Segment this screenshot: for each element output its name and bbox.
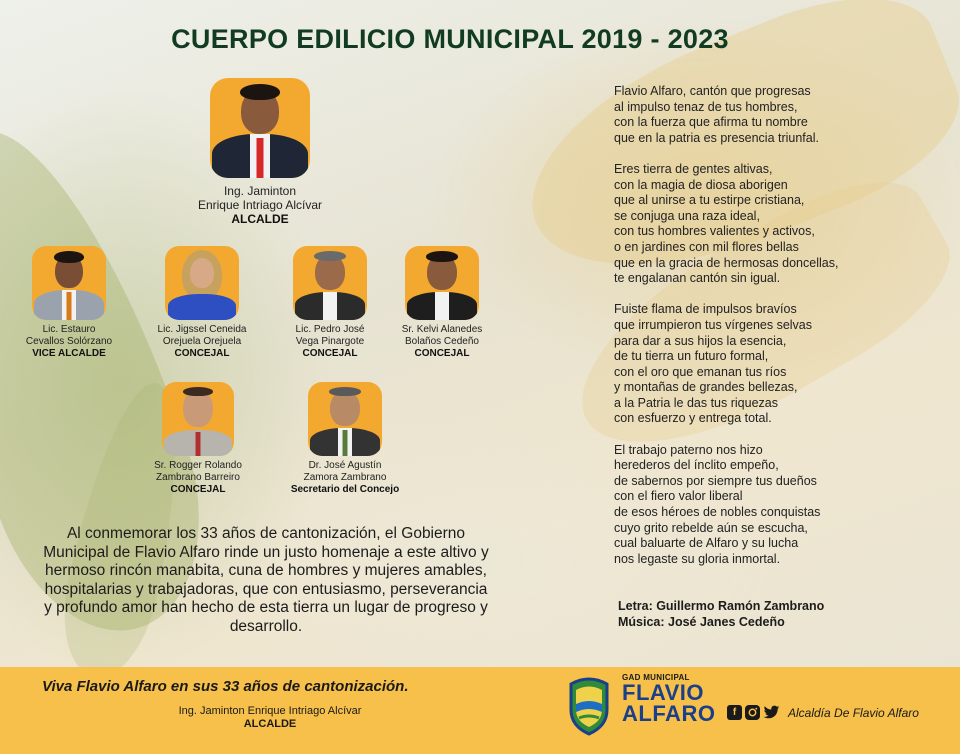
member-role: ALCALDE bbox=[231, 212, 289, 226]
credit-music: Música: José Janes Cedeño bbox=[618, 615, 785, 629]
hymn-stanza bbox=[614, 84, 944, 146]
hymn-stanza bbox=[614, 302, 944, 427]
person-silhouette-icon bbox=[308, 382, 382, 456]
member-photo bbox=[210, 78, 310, 178]
footer-slogan: Viva Flavio Alfaro en sus 33 años de cantonización. bbox=[42, 678, 409, 695]
member-photo bbox=[405, 246, 479, 320]
hymn-line: con el oro que emanan tus ríos bbox=[614, 364, 787, 379]
hymn-line: que irrumpieron tus vírgenes selvas bbox=[614, 317, 813, 332]
instagram-icon[interactable] bbox=[745, 705, 760, 720]
member-photo bbox=[32, 246, 106, 320]
gad-label: GAD MUNICIPAL bbox=[622, 673, 690, 682]
member-name-line1: Lic. Estauro bbox=[42, 324, 96, 335]
member-photo bbox=[165, 246, 239, 320]
signature-name: Ing. Jaminton Enrique Intriago Alcívar bbox=[178, 705, 362, 717]
tribute-paragraph: Al conmemorar los 33 años de cantonización, el Gobierno Municipal de Flavio Alfaro rinde un justo homenaje a este altivo y hermoso rincón manabita, cuna de hombres y mujeres amables, hospitalarias y trabajadoras, que con entusiasmo, perseverancia y profundo amor han hecho de esta tierra un lugar de progreso y desarrollo. bbox=[43, 525, 489, 635]
person-silhouette-icon bbox=[165, 246, 239, 320]
member-card-concejal bbox=[136, 382, 260, 496]
hymn-line: Eres tierra de gentes altivas, bbox=[614, 161, 773, 176]
member-card-concejal bbox=[380, 246, 504, 360]
member-photo bbox=[308, 382, 382, 456]
member-name-line2: Enrique Intriago Alcívar bbox=[197, 198, 323, 212]
member-role: CONCEJAL bbox=[170, 484, 226, 495]
municipal-shield-icon bbox=[565, 674, 613, 736]
social-links bbox=[727, 705, 919, 720]
hymn-line: herederos del ínclito empeño, bbox=[614, 458, 779, 473]
hymn-line: y montañas de grandes bellezas, bbox=[614, 380, 798, 395]
member-name-line2: Bolaños Cedeño bbox=[405, 336, 479, 347]
hymn-line: cual baluarte de Alfaro y su lucha bbox=[614, 536, 799, 551]
hymn-line: Flavio Alfaro, cantón que progresas bbox=[614, 84, 811, 98]
facebook-icon[interactable]: f bbox=[727, 705, 742, 720]
hymn-line: al impulso tenaz de tus hombres, bbox=[614, 99, 798, 114]
signature-role: ALCALDE bbox=[243, 718, 297, 730]
hymn-line: con la magia de diosa aborigen bbox=[614, 177, 788, 192]
hymn-line: cuyo grito rebelde aún se escucha, bbox=[614, 520, 808, 535]
hymn-line: de esos héroes de nobles conquistas bbox=[614, 505, 821, 520]
member-name-line1: Lic. Jigssel Ceneida bbox=[157, 324, 247, 335]
member-role: CONCEJAL bbox=[174, 348, 230, 359]
member-name-line1: Lic. Pedro José bbox=[295, 324, 365, 335]
hymn-line: Fuiste flama de impulsos bravíos bbox=[614, 302, 797, 317]
member-role: Secretario del Concejo bbox=[290, 484, 400, 495]
person-silhouette-icon bbox=[210, 78, 310, 178]
member-name-line1: Sr. Kelvi Alanedes bbox=[401, 324, 483, 335]
person-silhouette-icon bbox=[162, 382, 234, 456]
member-name-line1: Ing. Jaminton bbox=[223, 184, 297, 198]
hymn-line: con esfuerzo y entrega total. bbox=[614, 411, 772, 426]
footer-signature bbox=[60, 705, 480, 731]
person-silhouette-icon bbox=[32, 246, 106, 320]
member-name-line1: Sr. Rogger Rolando bbox=[154, 460, 242, 471]
twitter-icon[interactable] bbox=[763, 705, 780, 720]
hymn-credits bbox=[618, 598, 824, 630]
member-name-line2: Orejuela Orejuela bbox=[162, 336, 242, 347]
hymn-line: que al unirse a tu estirpe cristiana, bbox=[614, 193, 805, 208]
member-card-vice-alcalde bbox=[10, 246, 128, 360]
member-role: VICE ALCALDE bbox=[32, 348, 106, 359]
hymn-line: El trabajo paterno nos hizo bbox=[614, 442, 763, 457]
hymn-line: que en la gracia de hermosas doncellas, bbox=[614, 255, 839, 270]
hymn-lyrics bbox=[614, 84, 944, 583]
hymn-line: o en jardines con mil flores bellas bbox=[614, 239, 799, 254]
member-role: CONCEJAL bbox=[414, 348, 470, 359]
gad-name-line1: FLAVIO bbox=[622, 680, 705, 705]
hymn-line: se conjuga una raza ideal, bbox=[614, 208, 760, 223]
credit-lyrics: Letra: Guillermo Ramón Zambrano bbox=[618, 599, 825, 613]
hymn-line: de tu tierra un futuro formal, bbox=[614, 349, 769, 364]
gad-name-line2: ALFARO bbox=[622, 701, 716, 726]
member-photo bbox=[293, 246, 367, 320]
hymn-line: con el fiero valor liberal bbox=[614, 489, 743, 504]
hymn-line: te engalanan cantón sin igual. bbox=[614, 271, 781, 286]
gad-logo-text bbox=[622, 673, 715, 724]
hymn-line: de sabernos por siempre tus dueños bbox=[614, 473, 817, 488]
hymn-line: nos legaste su gloria inmortal. bbox=[614, 551, 781, 566]
member-name-line2: Cevallos Solórzano bbox=[25, 336, 113, 347]
hymn-line: a la Patria le das tus riquezas bbox=[614, 395, 778, 410]
member-card-secretario bbox=[272, 382, 418, 496]
member-name-line2: Zamora Zambrano bbox=[303, 472, 387, 483]
hymn-line: con la fuerza que afirma tu nombre bbox=[614, 115, 808, 130]
person-silhouette-icon bbox=[293, 246, 367, 320]
hymn-stanza bbox=[614, 443, 944, 568]
member-role: CONCEJAL bbox=[302, 348, 358, 359]
page-title: CUERPO EDILICIO MUNICIPAL 2019 - 2023 bbox=[171, 24, 729, 54]
member-name-line1: Dr. José Agustín bbox=[308, 460, 382, 471]
member-card-concejal bbox=[268, 246, 392, 360]
member-card-alcalde bbox=[160, 78, 360, 226]
member-photo bbox=[162, 382, 234, 456]
footer-banner bbox=[0, 667, 960, 754]
social-handle[interactable]: Alcaldía De Flavio Alfaro bbox=[788, 705, 919, 720]
person-silhouette-icon bbox=[405, 246, 479, 320]
hymn-stanza bbox=[614, 162, 944, 287]
hymn-line: para dar a sus hijos la esencia, bbox=[614, 333, 787, 348]
member-name-line2: Vega Pinargote bbox=[295, 336, 365, 347]
member-name-line2: Zambrano Barreiro bbox=[156, 472, 240, 483]
member-card-concejal bbox=[140, 246, 264, 360]
hymn-line: con tus hombres valientes y activos, bbox=[614, 224, 815, 239]
hymn-line: que en la patria es presencia triunfal. bbox=[614, 130, 819, 145]
